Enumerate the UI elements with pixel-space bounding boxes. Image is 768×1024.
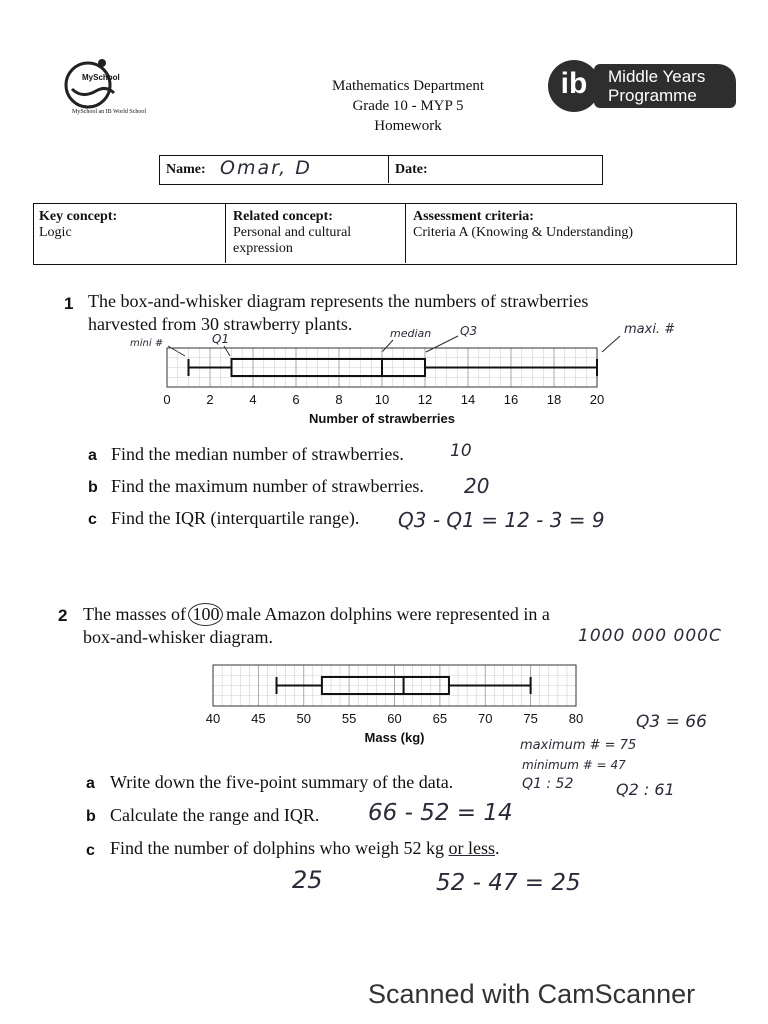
tick-label: 14	[460, 392, 476, 407]
q1-annot-mini: mini #	[130, 338, 164, 349]
q1-part-a-letter: a	[88, 447, 97, 464]
q2-note-q1: Q1 : 52	[522, 776, 574, 792]
q2-part-a-text: Write down the five-point summary of the data.	[110, 772, 454, 792]
q1-part-c-letter: c	[88, 511, 97, 528]
tick-label: 12	[417, 392, 433, 407]
q1-boxplot	[150, 340, 620, 435]
q1-part-c-answer[interactable]: Q3 - Q1 = 12 - 3 = 9	[398, 508, 605, 532]
tick-label: 2	[206, 392, 214, 407]
tick-label: 16	[503, 392, 519, 407]
q2-part-b-text: Calculate the range and IQR.	[110, 805, 320, 825]
q2-work-left: 25	[292, 866, 323, 894]
tick-label: 4	[249, 392, 257, 407]
related-concept-value-1: Personal and cultural	[233, 225, 352, 240]
q1-part-c-text: Find the IQR (interquartile range).	[111, 508, 360, 528]
q1-number: 1	[64, 294, 74, 313]
tick-label: 75	[523, 711, 538, 726]
q2-part-c-letter: c	[86, 842, 95, 859]
q2-part-a-letter: a	[86, 775, 95, 792]
q2-text-prefix: The masses of	[83, 604, 186, 624]
q1-part-b-letter: b	[88, 479, 98, 496]
q2-part-c-text-main: Find the number of dolphins who weigh 52 kg	[110, 838, 449, 858]
q1-part-a-answer[interactable]: 10	[450, 441, 472, 461]
ib-letters: ib	[560, 67, 588, 100]
school-tagline: MySchool an IB World School	[72, 109, 147, 115]
q2-part-c-text	[110, 838, 499, 859]
tick-label: 40	[205, 711, 221, 726]
q2-part-c-text-end: .	[494, 838, 500, 858]
tick-label: 70	[478, 711, 493, 726]
q2-number: 2	[58, 606, 68, 625]
q1-part-b-answer[interactable]: 20	[464, 474, 490, 498]
tick-label: 18	[546, 392, 562, 407]
school-logo-name: MySchool	[82, 73, 120, 82]
q2-text-suffix: male Amazon dolphins were represented in a	[225, 604, 550, 624]
name-value[interactable]: Omar, D	[220, 157, 312, 179]
q1-annot-maxi: maxi. #	[624, 322, 676, 337]
q1-annot-q3: Q3	[460, 324, 478, 338]
grade-title: Grade 10 - MYP 5	[352, 98, 464, 114]
q1-part-a-text: Find the median number of strawberries.	[111, 444, 404, 464]
date-label: Date:	[395, 162, 428, 177]
camscanner-watermark: Scanned with CamScanner	[368, 979, 696, 1009]
ib-programme-line2: Programme	[608, 86, 697, 105]
tick-label: 6	[292, 392, 300, 407]
assessment-value: Criteria A (Knowing & Understanding)	[413, 225, 634, 240]
q1-annot-median: median	[390, 327, 432, 340]
department-title: Mathematics Department	[331, 78, 485, 94]
q2-text-line1	[83, 603, 550, 626]
q2-part-b-answer[interactable]: 66 - 52 = 14	[368, 800, 513, 826]
q1-text-line1: The box-and-whisker diagram represents the numbers of strawberries	[88, 291, 589, 311]
tick-label: 0	[163, 392, 171, 407]
assessment-label: Assessment criteria:	[413, 209, 534, 224]
q2-note-zeros: 1000 000 000C	[578, 626, 722, 646]
q2-work-right: 52 - 47 = 25	[436, 870, 581, 896]
q2-note-max: maximum # = 75	[520, 738, 637, 753]
name-label: Name:	[166, 162, 206, 177]
related-concept-value-2: expression	[233, 241, 293, 256]
tick-label: 65	[432, 711, 448, 726]
x-axis-label: Mass (kg)	[364, 730, 425, 745]
homework-title: Homework	[374, 118, 442, 134]
x-axis-label: Number of strawberries	[309, 411, 455, 426]
tick-label: 80	[568, 711, 584, 726]
tick-label: 8	[335, 392, 343, 407]
tick-label: 20	[589, 392, 605, 407]
q2-note-q3: Q3 = 66	[636, 712, 707, 732]
q2-text-line2: box-and-whisker diagram.	[83, 627, 273, 647]
q1-text-line2: harvested from 30 strawberry plants.	[88, 314, 353, 334]
q2-text-circled: 100	[188, 603, 223, 626]
q2-part-c-text-underlined: or less	[448, 838, 495, 858]
tick-label: 60	[387, 711, 402, 726]
q2-note-min: minimum # = 47	[522, 758, 626, 772]
q2-note-q2: Q2 : 61	[616, 780, 675, 799]
tick-label: 45	[251, 711, 266, 726]
tick-label: 55	[341, 711, 357, 726]
ib-programme-line1: Middle Years	[608, 67, 706, 86]
q1-annot-q1: Q1	[212, 332, 230, 346]
tick-label: 50	[296, 711, 311, 726]
key-concept-value: Logic	[39, 225, 72, 240]
q1-part-b-text: Find the maximum number of strawberries.	[111, 476, 424, 496]
related-concept-label: Related concept:	[233, 209, 333, 224]
q2-part-b-letter: b	[86, 808, 96, 825]
key-concept-label: Key concept:	[39, 209, 118, 224]
tick-label: 10	[374, 392, 390, 407]
